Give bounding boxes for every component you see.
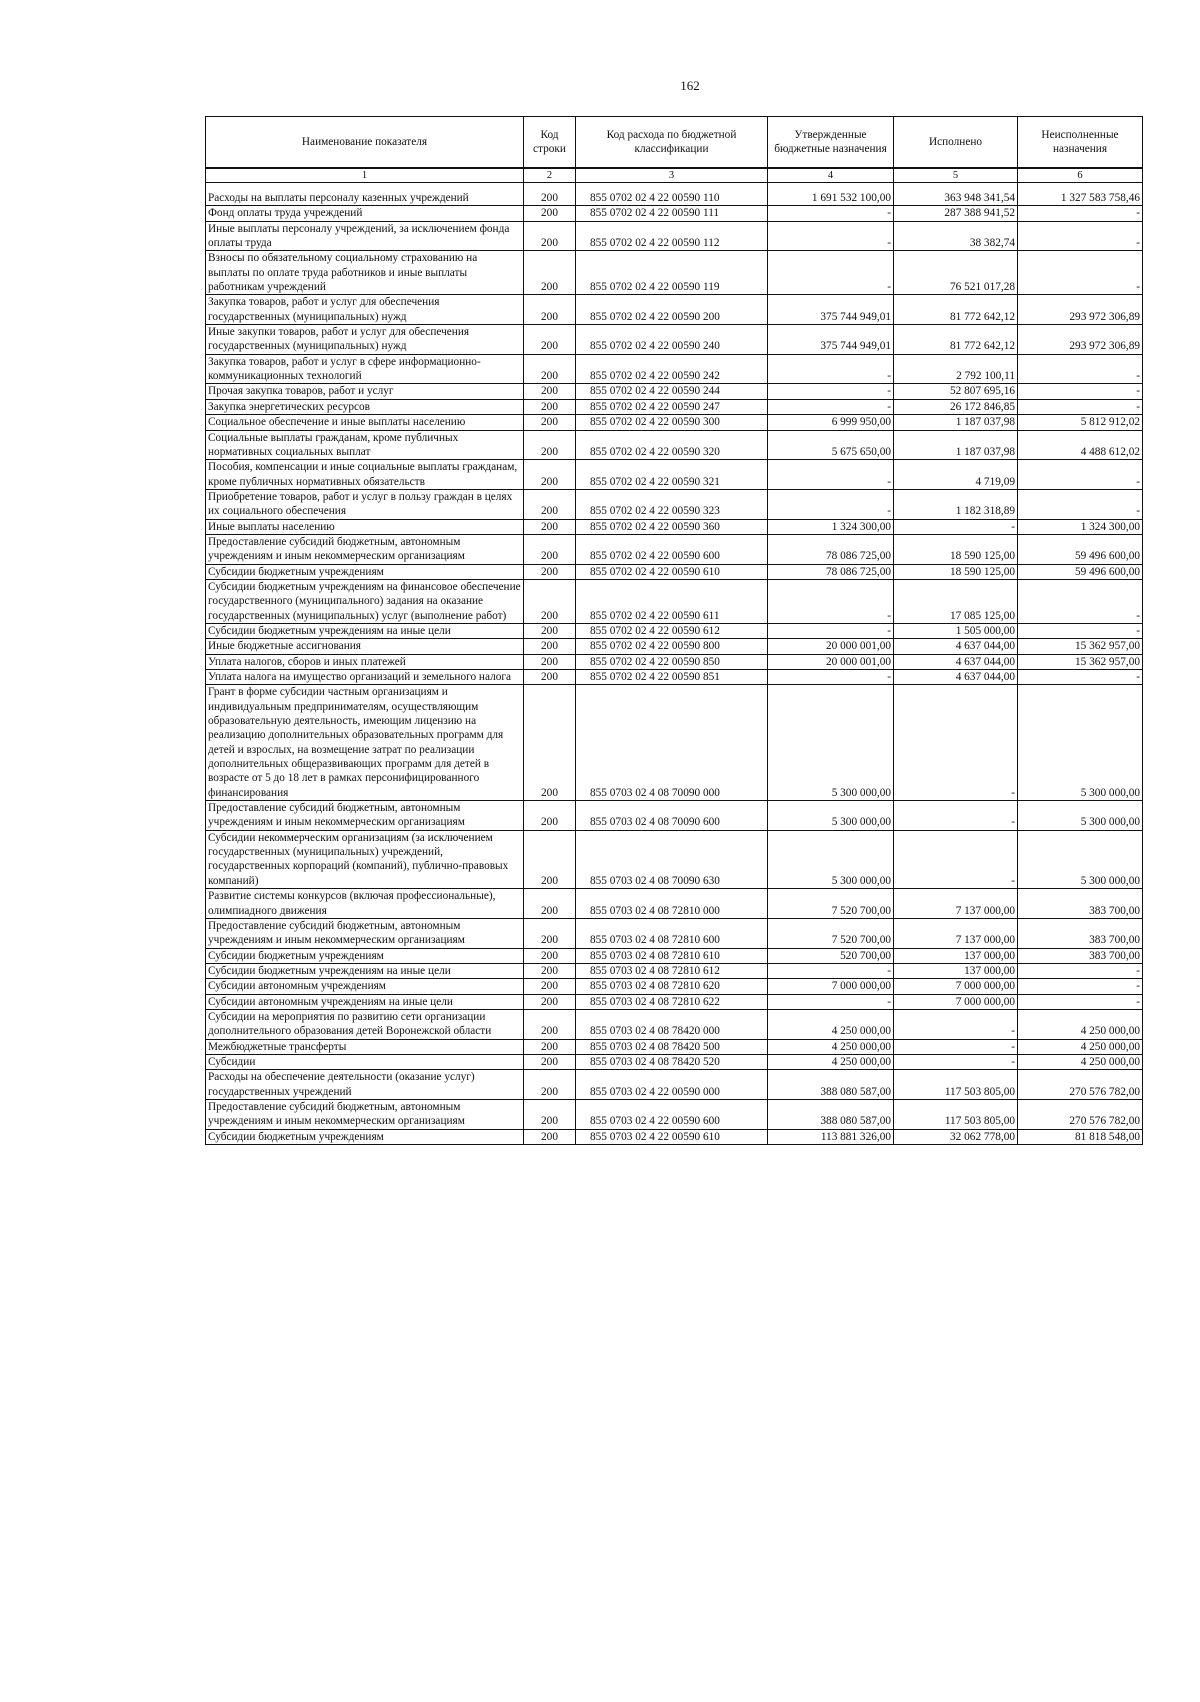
row-classification-code: 855 0703 02 4 08 72810 620 [576, 979, 768, 994]
row-line-code: 200 [524, 430, 576, 460]
row-line-code: 200 [524, 963, 576, 978]
row-approved-amount: 7 000 000,00 [768, 979, 894, 994]
row-executed-amount: - [894, 1009, 1018, 1039]
table-row [206, 830, 1143, 888]
row-executed-amount: 7 000 000,00 [894, 979, 1018, 994]
row-classification-code: 855 0702 02 4 22 00590 240 [576, 325, 768, 355]
row-indicator-name: Предоставление субсидий бюджетным, автономным учреждениям и иным некоммерческим организациям [206, 1099, 524, 1129]
table-row [206, 206, 1143, 221]
row-line-code: 200 [524, 1129, 576, 1144]
row-unexecuted-amount: - [1018, 251, 1143, 295]
row-unexecuted-amount: 4 488 612,02 [1018, 430, 1143, 460]
row-classification-code: 855 0702 02 4 22 00590 247 [576, 399, 768, 414]
row-executed-amount: 1 187 037,98 [894, 430, 1018, 460]
row-indicator-name: Взносы по обязательному социальному страхованию на выплаты по оплате труда работников и иные выплаты работникам учреждений [206, 251, 524, 295]
row-unexecuted-amount: - [1018, 354, 1143, 384]
row-unexecuted-amount: 4 250 000,00 [1018, 1009, 1143, 1039]
row-indicator-name: Субсидии [206, 1054, 524, 1069]
row-indicator-name: Пособия, компенсации и иные социальные выплаты гражданам, кроме публичных нормативных обязательств [206, 460, 524, 490]
row-classification-code: 855 0703 02 4 08 72810 622 [576, 994, 768, 1009]
row-line-code: 200 [524, 399, 576, 414]
budget-execution-sheet [205, 116, 1142, 1145]
row-unexecuted-amount: 5 300 000,00 [1018, 685, 1143, 801]
row-indicator-name: Социальные выплаты гражданам, кроме публичных нормативных социальных выплат [206, 430, 524, 460]
row-line-code: 200 [524, 489, 576, 519]
row-unexecuted-amount: 1 327 583 758,46 [1018, 183, 1143, 206]
row-indicator-name: Субсидии бюджетным учреждениям на финансовое обеспечение государственного (муниципального) задания на оказание государственных (муниципальных) услуг (выполнение работ) [206, 579, 524, 623]
row-executed-amount: 81 772 642,12 [894, 325, 1018, 355]
row-indicator-name: Развитие системы конкурсов (включая профессиональные), олимпиадного движения [206, 889, 524, 919]
row-unexecuted-amount: 15 362 957,00 [1018, 654, 1143, 669]
row-unexecuted-amount: 59 496 600,00 [1018, 564, 1143, 579]
row-indicator-name: Фонд оплаты труда учреждений [206, 206, 524, 221]
row-executed-amount: - [894, 1054, 1018, 1069]
header-unexecuted: Неисполненные назначения [1018, 117, 1143, 169]
column-number: 3 [576, 168, 768, 183]
row-line-code: 200 [524, 948, 576, 963]
row-approved-amount: - [768, 489, 894, 519]
row-unexecuted-amount: - [1018, 489, 1143, 519]
row-line-code: 200 [524, 1009, 576, 1039]
column-number: 5 [894, 168, 1018, 183]
row-line-code: 200 [524, 354, 576, 384]
table-row [206, 1054, 1143, 1069]
row-approved-amount: - [768, 670, 894, 685]
row-classification-code: 855 0702 02 4 22 00590 611 [576, 579, 768, 623]
row-executed-amount: 7 137 000,00 [894, 918, 1018, 948]
row-approved-amount: 5 675 650,00 [768, 430, 894, 460]
row-executed-amount: 4 719,09 [894, 460, 1018, 490]
row-unexecuted-amount: 293 972 306,89 [1018, 325, 1143, 355]
column-number: 1 [206, 168, 524, 183]
row-executed-amount: 18 590 125,00 [894, 534, 1018, 564]
row-approved-amount: - [768, 994, 894, 1009]
row-executed-amount: 38 382,74 [894, 221, 1018, 251]
row-executed-amount: 7 137 000,00 [894, 889, 1018, 919]
row-indicator-name: Иные выплаты населению [206, 519, 524, 534]
row-approved-amount: - [768, 623, 894, 638]
row-indicator-name: Уплата налога на имущество организаций и земельного налога [206, 670, 524, 685]
row-approved-amount: 6 999 950,00 [768, 415, 894, 430]
row-unexecuted-amount: 1 324 300,00 [1018, 519, 1143, 534]
row-approved-amount: 5 300 000,00 [768, 685, 894, 801]
row-unexecuted-amount: 59 496 600,00 [1018, 534, 1143, 564]
table-row [206, 639, 1143, 654]
row-executed-amount: 17 085 125,00 [894, 579, 1018, 623]
row-indicator-name: Межбюджетные трансферты [206, 1039, 524, 1054]
row-unexecuted-amount: 5 300 000,00 [1018, 830, 1143, 888]
row-approved-amount: 20 000 001,00 [768, 654, 894, 669]
row-executed-amount: 287 388 941,52 [894, 206, 1018, 221]
row-classification-code: 855 0702 02 4 22 00590 110 [576, 183, 768, 206]
table-row [206, 1009, 1143, 1039]
row-unexecuted-amount: - [1018, 670, 1143, 685]
column-number: 4 [768, 168, 894, 183]
row-approved-amount: 4 250 000,00 [768, 1039, 894, 1054]
row-indicator-name: Субсидии автономным учреждениям на иные цели [206, 994, 524, 1009]
row-executed-amount: - [894, 801, 1018, 831]
table-row [206, 183, 1143, 206]
row-classification-code: 855 0702 02 4 22 00590 360 [576, 519, 768, 534]
row-executed-amount: 1 505 000,00 [894, 623, 1018, 638]
row-approved-amount: - [768, 251, 894, 295]
row-approved-amount: 520 700,00 [768, 948, 894, 963]
table-row [206, 415, 1143, 430]
row-indicator-name: Субсидии бюджетным учреждениям [206, 948, 524, 963]
table-row [206, 994, 1143, 1009]
table-row [206, 519, 1143, 534]
table-row [206, 534, 1143, 564]
row-approved-amount: 1 691 532 100,00 [768, 183, 894, 206]
row-approved-amount: 7 520 700,00 [768, 918, 894, 948]
row-classification-code: 855 0702 02 4 22 00590 850 [576, 654, 768, 669]
row-executed-amount: 117 503 805,00 [894, 1099, 1018, 1129]
row-line-code: 200 [524, 579, 576, 623]
row-line-code: 200 [524, 384, 576, 399]
row-unexecuted-amount: 383 700,00 [1018, 918, 1143, 948]
table-row [206, 251, 1143, 295]
table-row [206, 801, 1143, 831]
row-classification-code: 855 0703 02 4 08 78420 500 [576, 1039, 768, 1054]
row-line-code: 200 [524, 1039, 576, 1054]
row-unexecuted-amount: 383 700,00 [1018, 889, 1143, 919]
row-classification-code: 855 0703 02 4 08 70090 630 [576, 830, 768, 888]
row-classification-code: 855 0703 02 4 08 72810 000 [576, 889, 768, 919]
table-row [206, 654, 1143, 669]
table-row [206, 221, 1143, 251]
row-line-code: 200 [524, 325, 576, 355]
row-line-code: 200 [524, 221, 576, 251]
row-classification-code: 855 0702 02 4 22 00590 851 [576, 670, 768, 685]
header-approved: Утвержденные бюджетные назначения [768, 117, 894, 169]
row-executed-amount: 4 637 044,00 [894, 670, 1018, 685]
row-unexecuted-amount: 270 576 782,00 [1018, 1070, 1143, 1100]
page-number: 162 [680, 78, 700, 93]
header-line-code: Код строки [524, 117, 576, 169]
row-executed-amount: 81 772 642,12 [894, 295, 1018, 325]
row-executed-amount: - [894, 830, 1018, 888]
row-classification-code: 855 0702 02 4 22 00590 300 [576, 415, 768, 430]
row-approved-amount: - [768, 221, 894, 251]
row-line-code: 200 [524, 460, 576, 490]
row-classification-code: 855 0703 02 4 08 78420 000 [576, 1009, 768, 1039]
row-unexecuted-amount: - [1018, 579, 1143, 623]
row-approved-amount: 113 881 326,00 [768, 1129, 894, 1144]
row-approved-amount: 4 250 000,00 [768, 1009, 894, 1039]
row-classification-code: 855 0702 02 4 22 00590 323 [576, 489, 768, 519]
row-executed-amount: 26 172 846,85 [894, 399, 1018, 414]
row-approved-amount: 78 086 725,00 [768, 564, 894, 579]
row-line-code: 200 [524, 639, 576, 654]
row-indicator-name: Субсидии на мероприятия по развитию сети организации дополнительного образования детей Воронежской области [206, 1009, 524, 1039]
row-approved-amount: - [768, 460, 894, 490]
row-unexecuted-amount: - [1018, 384, 1143, 399]
row-unexecuted-amount: - [1018, 623, 1143, 638]
row-approved-amount: 7 520 700,00 [768, 889, 894, 919]
row-approved-amount: - [768, 579, 894, 623]
row-unexecuted-amount: - [1018, 221, 1143, 251]
table-row [206, 430, 1143, 460]
row-classification-code: 855 0703 02 4 08 72810 612 [576, 963, 768, 978]
row-approved-amount: 375 744 949,01 [768, 295, 894, 325]
row-classification-code: 855 0703 02 4 08 70090 000 [576, 685, 768, 801]
row-executed-amount: 4 637 044,00 [894, 654, 1018, 669]
row-indicator-name: Иные закупки товаров, работ и услуг для обеспечения государственных (муниципальных) нужд [206, 325, 524, 355]
row-executed-amount: 1 182 318,89 [894, 489, 1018, 519]
row-indicator-name: Предоставление субсидий бюджетным, автономным учреждениям и иным некоммерческим организациям [206, 801, 524, 831]
row-unexecuted-amount: 293 972 306,89 [1018, 295, 1143, 325]
row-indicator-name: Субсидии бюджетным учреждениям [206, 1129, 524, 1144]
row-approved-amount: 388 080 587,00 [768, 1070, 894, 1100]
row-indicator-name: Расходы на обеспечение деятельности (оказание услуг) государственных учреждений [206, 1070, 524, 1100]
row-classification-code: 855 0703 02 4 08 72810 600 [576, 918, 768, 948]
row-classification-code: 855 0703 02 4 08 78420 520 [576, 1054, 768, 1069]
row-indicator-name: Предоставление субсидий бюджетным, автономным учреждениям и иным некоммерческим организациям [206, 918, 524, 948]
row-classification-code: 855 0703 02 4 22 00590 610 [576, 1129, 768, 1144]
table-row [206, 460, 1143, 490]
row-classification-code: 855 0703 02 4 22 00590 000 [576, 1070, 768, 1100]
table-row [206, 963, 1143, 978]
row-unexecuted-amount: - [1018, 994, 1143, 1009]
row-indicator-name: Социальное обеспечение и иные выплаты населению [206, 415, 524, 430]
row-line-code: 200 [524, 415, 576, 430]
row-approved-amount: 78 086 725,00 [768, 534, 894, 564]
row-line-code: 200 [524, 1070, 576, 1100]
row-indicator-name: Субсидии бюджетным учреждениям на иные цели [206, 963, 524, 978]
row-indicator-name: Прочая закупка товаров, работ и услуг [206, 384, 524, 399]
header-classification-code: Код расхода по бюджетной классификации [576, 117, 768, 169]
row-unexecuted-amount: - [1018, 399, 1143, 414]
row-approved-amount: 5 300 000,00 [768, 830, 894, 888]
table-row [206, 948, 1143, 963]
row-approved-amount: 388 080 587,00 [768, 1099, 894, 1129]
row-approved-amount: 1 324 300,00 [768, 519, 894, 534]
table-row [206, 685, 1143, 801]
table-row [206, 1129, 1143, 1144]
row-unexecuted-amount: 4 250 000,00 [1018, 1039, 1143, 1054]
row-unexecuted-amount: 15 362 957,00 [1018, 639, 1143, 654]
row-unexecuted-amount: 270 576 782,00 [1018, 1099, 1143, 1129]
row-classification-code: 855 0702 02 4 22 00590 320 [576, 430, 768, 460]
row-indicator-name: Иные выплаты персоналу учреждений, за исключением фонда оплаты труда [206, 221, 524, 251]
row-line-code: 200 [524, 685, 576, 801]
row-line-code: 200 [524, 1099, 576, 1129]
row-executed-amount: 137 000,00 [894, 948, 1018, 963]
table-row [206, 623, 1143, 638]
row-executed-amount: 1 187 037,98 [894, 415, 1018, 430]
row-line-code: 200 [524, 519, 576, 534]
row-line-code: 200 [524, 564, 576, 579]
row-approved-amount: 4 250 000,00 [768, 1054, 894, 1069]
row-line-code: 200 [524, 654, 576, 669]
header-indicator-name: Наименование показателя [206, 117, 524, 169]
row-executed-amount: 4 637 044,00 [894, 639, 1018, 654]
row-executed-amount: - [894, 685, 1018, 801]
row-approved-amount: 375 744 949,01 [768, 325, 894, 355]
table-row [206, 579, 1143, 623]
table-row [206, 489, 1143, 519]
row-line-code: 200 [524, 534, 576, 564]
row-line-code: 200 [524, 994, 576, 1009]
row-executed-amount: 7 000 000,00 [894, 994, 1018, 1009]
table-row [206, 670, 1143, 685]
row-indicator-name: Иные бюджетные ассигнования [206, 639, 524, 654]
row-indicator-name: Закупка товаров, работ и услуг для обеспечения государственных (муниципальных) нужд [206, 295, 524, 325]
row-line-code: 200 [524, 979, 576, 994]
row-classification-code: 855 0702 02 4 22 00590 612 [576, 623, 768, 638]
table-row [206, 1039, 1143, 1054]
row-unexecuted-amount: - [1018, 963, 1143, 978]
row-executed-amount: 18 590 125,00 [894, 564, 1018, 579]
row-line-code: 200 [524, 918, 576, 948]
row-classification-code: 855 0702 02 4 22 00590 321 [576, 460, 768, 490]
row-line-code: 200 [524, 206, 576, 221]
row-classification-code: 855 0702 02 4 22 00590 112 [576, 221, 768, 251]
row-unexecuted-amount: 5 300 000,00 [1018, 801, 1143, 831]
row-indicator-name: Приобретение товаров, работ и услуг в пользу граждан в целях их социального обеспечения [206, 489, 524, 519]
table-row [206, 354, 1143, 384]
row-line-code: 200 [524, 1054, 576, 1069]
row-indicator-name: Субсидии автономным учреждениям [206, 979, 524, 994]
row-executed-amount: 117 503 805,00 [894, 1070, 1018, 1100]
row-line-code: 200 [524, 623, 576, 638]
row-classification-code: 855 0702 02 4 22 00590 119 [576, 251, 768, 295]
row-indicator-name: Уплата налогов, сборов и иных платежей [206, 654, 524, 669]
row-line-code: 200 [524, 830, 576, 888]
table-row [206, 564, 1143, 579]
row-approved-amount: 5 300 000,00 [768, 801, 894, 831]
row-line-code: 200 [524, 889, 576, 919]
row-indicator-name: Закупка энергетических ресурсов [206, 399, 524, 414]
row-executed-amount: 137 000,00 [894, 963, 1018, 978]
row-indicator-name: Грант в форме субсидии частным организациям и индивидуальным предпринимателям, осуществляющим образовательную деятельность, имеющим лицензию на реализацию дополнительных образовательных программ для детей и взрослых, на возмещение затрат по реализации дополнительных общеразвивающих программ для детей в возрасте от 5 до 18 лет в рамках персонифицированного финансирования [206, 685, 524, 801]
row-approved-amount: - [768, 399, 894, 414]
row-approved-amount: 20 000 001,00 [768, 639, 894, 654]
table-row [206, 1070, 1143, 1100]
row-executed-amount: - [894, 519, 1018, 534]
row-indicator-name: Расходы на выплаты персоналу казенных учреждений [206, 183, 524, 206]
column-numbers-row [206, 168, 1143, 183]
row-indicator-name: Субсидии некоммерческим организациям (за исключением государственных (муниципальных) учреждений, государственных корпораций (компаний), публично-правовых компаний) [206, 830, 524, 888]
column-number: 6 [1018, 168, 1143, 183]
table-row [206, 295, 1143, 325]
row-approved-amount: - [768, 963, 894, 978]
row-classification-code: 855 0702 02 4 22 00590 610 [576, 564, 768, 579]
row-executed-amount: 76 521 017,28 [894, 251, 1018, 295]
column-number: 2 [524, 168, 576, 183]
table-row [206, 325, 1143, 355]
row-executed-amount: - [894, 1039, 1018, 1054]
row-unexecuted-amount: 383 700,00 [1018, 948, 1143, 963]
expenditure-table [205, 116, 1143, 1145]
row-approved-amount: - [768, 206, 894, 221]
row-unexecuted-amount: 81 818 548,00 [1018, 1129, 1143, 1144]
row-indicator-name: Предоставление субсидий бюджетным, автономным учреждениям и иным некоммерческим организациям [206, 534, 524, 564]
table-row [206, 918, 1143, 948]
row-classification-code: 855 0703 02 4 22 00590 600 [576, 1099, 768, 1129]
table-header [206, 117, 1143, 183]
row-classification-code: 855 0702 02 4 22 00590 244 [576, 384, 768, 399]
table-row [206, 399, 1143, 414]
row-line-code: 200 [524, 801, 576, 831]
row-executed-amount: 2 792 100,11 [894, 354, 1018, 384]
row-classification-code: 855 0702 02 4 22 00590 111 [576, 206, 768, 221]
row-classification-code: 855 0702 02 4 22 00590 200 [576, 295, 768, 325]
row-classification-code: 855 0702 02 4 22 00590 800 [576, 639, 768, 654]
table-row [206, 889, 1143, 919]
row-unexecuted-amount: - [1018, 206, 1143, 221]
row-line-code: 200 [524, 183, 576, 206]
row-approved-amount: - [768, 384, 894, 399]
table-row [206, 1099, 1143, 1129]
row-classification-code: 855 0703 02 4 08 70090 600 [576, 801, 768, 831]
row-indicator-name: Субсидии бюджетным учреждениям [206, 564, 524, 579]
table-body [206, 183, 1143, 1145]
header-executed: Исполнено [894, 117, 1018, 169]
row-line-code: 200 [524, 295, 576, 325]
row-classification-code: 855 0702 02 4 22 00590 600 [576, 534, 768, 564]
row-classification-code: 855 0702 02 4 22 00590 242 [576, 354, 768, 384]
row-approved-amount: - [768, 354, 894, 384]
row-executed-amount: 32 062 778,00 [894, 1129, 1018, 1144]
table-row [206, 384, 1143, 399]
row-classification-code: 855 0703 02 4 08 72810 610 [576, 948, 768, 963]
row-line-code: 200 [524, 251, 576, 295]
table-row [206, 979, 1143, 994]
row-indicator-name: Субсидии бюджетным учреждениям на иные цели [206, 623, 524, 638]
row-line-code: 200 [524, 670, 576, 685]
row-executed-amount: 52 807 695,16 [894, 384, 1018, 399]
row-unexecuted-amount: - [1018, 460, 1143, 490]
row-unexecuted-amount: - [1018, 979, 1143, 994]
row-unexecuted-amount: 5 812 912,02 [1018, 415, 1143, 430]
row-executed-amount: 363 948 341,54 [894, 183, 1018, 206]
row-unexecuted-amount: 4 250 000,00 [1018, 1054, 1143, 1069]
row-indicator-name: Закупка товаров, работ и услуг в сфере информационно-коммуникационных технологий [206, 354, 524, 384]
